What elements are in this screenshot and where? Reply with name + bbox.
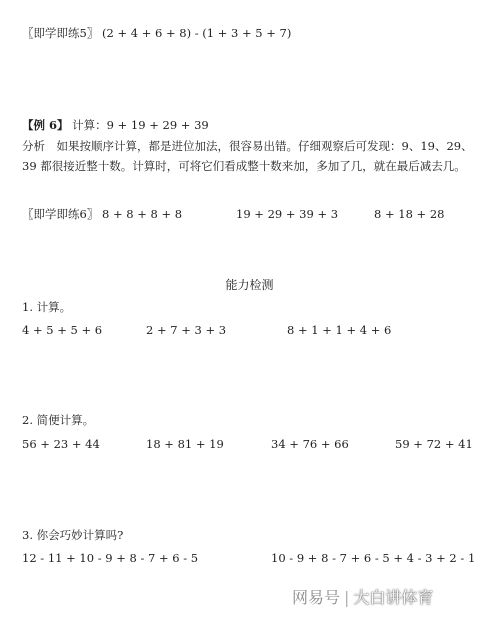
watermark-account: 大白讲体育 [353,588,434,607]
q2-expression-1: 56 + 23 + 44 [22,437,100,451]
watermark-separator: | [344,588,350,607]
q2-expression-4: 59 + 72 + 41 [395,437,473,451]
q1-expression-2: 2 + 7 + 3 + 3 [146,323,227,337]
q2-expression-3: 34 + 76 + 66 [271,437,349,451]
q2-expression-2: 18 + 81 + 19 [146,437,224,451]
q3-heading: 3. 你会巧妙计算吗? [22,528,124,542]
practice-5-expression: (2 + 4 + 6 + 8) - (1 + 3 + 5 + 7) [101,26,292,40]
watermark [292,588,433,608]
practice-5-label: 〖即学即练5〗 [22,26,99,40]
analysis-line-2: 39 都很接近整十数。计算时，可将它们看成整十数来加，多加了几，就在最后减去几。 [22,159,466,173]
q1-expression-1: 4 + 5 + 5 + 6 [22,323,103,337]
q1-heading: 1. 计算。 [22,300,72,314]
practice-6-label: 〖即学即练6〗 [22,207,99,221]
watermark-brand: 网易号 [292,588,341,607]
example-6-line [22,118,209,132]
practice-6-line [22,207,182,221]
example-6-text: 计算：9 + 19 + 29 + 39 [72,118,209,132]
q3-expression-1: 12 - 11 + 10 - 9 + 8 - 7 + 6 - 5 [22,551,199,565]
practice-6-expression-3: 8 + 18 + 28 [374,207,445,221]
q2-heading: 2. 简便计算。 [22,413,95,427]
analysis-line-1: 分析 如果按顺序计算，都是进位加法，很容易出错。仔细观察后可发现：9、19、29、 [22,139,473,153]
q3-expression-2: 10 - 9 + 8 - 7 + 6 - 5 + 4 - 3 + 2 - 1 [271,551,476,565]
section-title: 能力检测 [225,278,274,292]
practice-6-expression-1: 8 + 8 + 8 + 8 [101,207,183,221]
example-6-label: 【例 6】 [22,118,69,132]
practice-5-line [22,26,291,40]
q1-expression-3: 8 + 1 + 1 + 4 + 6 [287,323,392,337]
practice-6-expression-2: 19 + 29 + 39 + 3 [236,207,339,221]
